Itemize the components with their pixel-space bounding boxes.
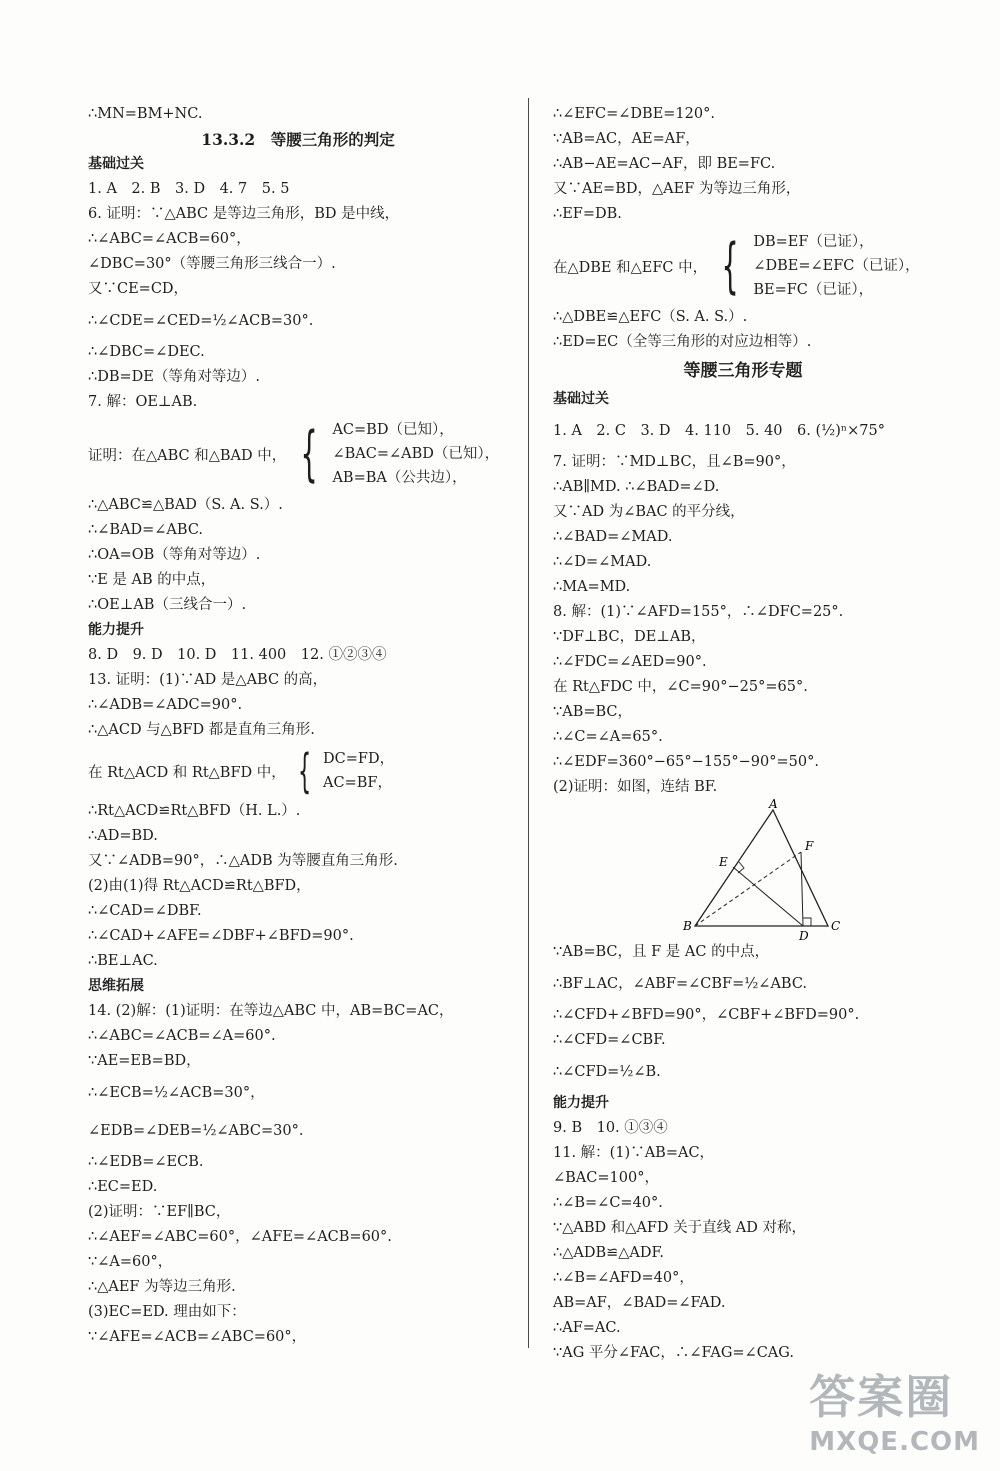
text-line: ∠BAC=100°，: [553, 1170, 659, 1186]
text-line: ∴EF=DB.: [553, 206, 622, 222]
label-e: E: [719, 855, 728, 869]
answer-line: 9. B 10. ①③④: [553, 1120, 668, 1136]
segment-df: [801, 852, 803, 926]
system-lead: 证明：在△ABC 和△BAD 中，: [88, 447, 287, 464]
text-line: ∵AG 平分∠FAC，∴∠FAG=∠CAG.: [553, 1345, 794, 1361]
text-line: ∴∠C=∠A=65°.: [553, 729, 663, 745]
text-line: ∴MN=BM+NC.: [88, 106, 203, 122]
text-line: (2)证明：如图，连结 BF.: [553, 779, 718, 795]
text-line: 又∵CE=CD，: [88, 281, 189, 297]
text-line: ∴△ACD 与△BFD 都是直角三角形.: [88, 722, 315, 738]
text-line: 6. 证明：∵△ABC 是等边三角形，BD 是中线，: [88, 206, 400, 222]
text-line: ∵AB=AC，AE=AF，: [553, 131, 700, 147]
text-line: ∴△AEF 为等边三角形.: [88, 1279, 236, 1295]
text-line: ∴∠FDC=∠AED=90°.: [553, 654, 707, 670]
left-column: [88, 102, 508, 1350]
section-heading: 基础过关: [553, 391, 609, 407]
text-line: (2)由(1)得 Rt△ACD≌Rt△BFD，: [88, 878, 311, 894]
text-line: ∴∠CFD+∠BFD=90°，∠CBF+∠BFD=90°.: [553, 1007, 860, 1023]
text-line: ∴OA=OB（等角对等边）.: [88, 547, 261, 563]
text-line: ∴OE⊥AB（三线合一）.: [88, 597, 247, 613]
text-line: ∴∠EFC=∠DBE=120°.: [553, 106, 715, 122]
text-line: 又∵AE=BD，△AEF 为等边三角形，: [553, 181, 801, 197]
system-lead: 在 Rt△ACD 和 Rt△BFD 中，: [88, 764, 286, 781]
watermark-url: MXQE.COM: [809, 1427, 980, 1457]
text-line: ∠DBC=30°（等腰三角形三线合一）.: [88, 256, 336, 272]
system-row: AC=BF，: [323, 775, 392, 791]
text-line: ∴∠D=∠MAD.: [553, 554, 652, 570]
system-row: DB=EF（已证），: [753, 234, 874, 250]
text-line: ∴∠EDB=∠ECB.: [88, 1154, 204, 1170]
text-line: ∴∠BAD=∠ABC.: [88, 522, 204, 538]
text-line: 又∵∠ADB=90°，∴△ADB 为等腰直角三角形.: [88, 853, 398, 869]
text-line: ∴ED=EC（全等三角形的对应边相等）.: [553, 334, 812, 350]
label-a: A: [769, 797, 778, 811]
text-line: ∵AE=EB=BD，: [88, 1053, 201, 1069]
system-row: ∠BAC=∠ABD（已知），: [332, 446, 500, 462]
text-line: ∴∠CFD=½∠B.: [553, 1064, 661, 1080]
text-line: ∴Rt△ACD≌Rt△BFD（H. L.）.: [88, 803, 301, 819]
answer-line: 1. A 2. C 3. D 4. 110 5. 40 6. (½)ⁿ×75°: [553, 423, 885, 439]
triangle-figure: [683, 797, 843, 943]
text-line: ∴∠ABC=∠ACB=∠A=60°.: [88, 1028, 276, 1044]
text-line: ∴△ADB≌△ADF.: [553, 1245, 664, 1261]
segment-bf-dashed: [695, 852, 801, 926]
section-heading: 能力提升: [553, 1095, 609, 1111]
text-line: ∴AD=BD.: [88, 828, 158, 844]
watermark-logo: 答案圈: [809, 1370, 954, 1424]
brace-icon: {: [297, 744, 311, 798]
text-line: 7. 解：OE⊥AB.: [88, 394, 198, 410]
text-line: ∴∠CDE=∠CED=½∠ACB=30°.: [88, 313, 314, 329]
triangle-abc: [695, 810, 828, 926]
text-line: 7. 证明：∵MD⊥BC，且∠B=90°，: [553, 454, 796, 470]
text-line: 14. (2)解：(1)证明：在等边△ABC 中，AB=BC=AC，: [88, 1003, 454, 1019]
text-line: ∴∠CAD+∠AFE=∠DBF+∠BFD=90°.: [88, 928, 354, 944]
text-line: ∴MA=MD.: [553, 579, 631, 595]
right-angle-d: [803, 918, 811, 926]
text-line: ∴∠AEF=∠ABC=60°，∠AFE=∠ACB=60°.: [88, 1229, 392, 1245]
text-line: ∵DF⊥BC，DE⊥AB，: [553, 629, 706, 645]
system-row: ∠DBE=∠EFC（已证），: [753, 258, 920, 274]
text-line: 13. 证明：(1)∵AD 是△ABC 的高，: [88, 672, 328, 688]
text-line: ∵AB=BC，: [553, 704, 633, 720]
section-title: 等腰三角形专题: [683, 361, 803, 381]
system-row: AB=BA（公共边），: [332, 470, 467, 486]
column-divider: [528, 98, 529, 1348]
text-line: ∴△ABC≌△BAD（S. A. S.）.: [88, 497, 283, 513]
segment-ed: [733, 867, 803, 926]
answer-line: 8. D 9. D 10. D 11. 400 12. ①②③④: [88, 647, 387, 663]
text-line: AB=AF，∠BAD=∠FAD.: [553, 1295, 726, 1311]
system-row: AC=BD（已知），: [332, 422, 454, 438]
text-line: ∴AF=AC.: [553, 1320, 621, 1336]
text-line: ∴△DBE≌△EFC（S. A. S.）.: [553, 309, 748, 325]
label-c: C: [831, 919, 841, 933]
label-b: B: [683, 919, 692, 933]
text-line: ∴∠ECB=½∠ACB=30°，: [88, 1085, 265, 1101]
system-row: DC=FD，: [323, 751, 395, 767]
text-line: ∴∠CAD=∠DBF.: [88, 903, 202, 919]
text-line: 在 Rt△FDC 中，∠C=90°−25°=65°.: [553, 679, 808, 695]
text-line: (2)证明：∵EF∥BC，: [88, 1204, 231, 1220]
section-heading: 基础过关: [88, 156, 144, 172]
text-line: ∴∠DBC=∠DEC.: [88, 344, 205, 360]
text-line: ∵E 是 AB 的中点，: [88, 572, 216, 588]
text-line: 8. 解：(1)∵∠AFD=155°，∴∠DFC=25°.: [553, 604, 844, 620]
text-line: ∵△ABD 和△AFD 关于直线 AD 对称，: [553, 1220, 806, 1236]
text-line: ∠EDB=∠DEB=½∠ABC=30°.: [88, 1123, 304, 1139]
text-line: ∴DB=DE（等角对等边）.: [88, 369, 260, 385]
brace-icon: {: [300, 419, 318, 489]
text-line: ∴∠ABC=∠ACB=60°，: [88, 231, 251, 247]
section-title: 13.3.2 等腰三角形的判定: [201, 130, 395, 149]
label-d: D: [799, 929, 809, 943]
right-column: [553, 102, 933, 1366]
text-line: ∴∠CFD=∠CBF.: [553, 1032, 666, 1048]
brace-icon: {: [721, 231, 739, 301]
text-line: ∴AB∥MD. ∴∠BAD=∠D.: [553, 479, 720, 495]
section-heading: 思维拓展: [88, 978, 144, 994]
label-f: F: [805, 839, 814, 853]
text-line: ∵∠A=60°，: [88, 1254, 173, 1270]
text-line: ∴∠B=∠AFD=40°，: [553, 1270, 694, 1286]
text-line: ∴BF⊥AC，∠ABF=∠CBF=½∠ABC.: [553, 976, 808, 992]
equation-system: [88, 415, 508, 493]
text-line: 11. 解：(1)∵AB=AC，: [553, 1145, 715, 1161]
watermark: [809, 1361, 980, 1457]
system-row: BE=FC（已证），: [753, 282, 874, 298]
text-line: ∴AB−AE=AC−AF，即 BE=FC.: [553, 156, 776, 172]
answer-line: 1. A 2. B 3. D 4. 7 5. 5: [88, 181, 290, 197]
section-heading: 能力提升: [88, 622, 144, 638]
text-line: (3)EC=ED. 理由如下：: [88, 1304, 246, 1320]
text-line: ∴EC=ED.: [88, 1179, 158, 1195]
equation-system: [88, 743, 508, 799]
text-line: ∵∠AFE=∠ACB=∠ABC=60°，: [88, 1329, 307, 1345]
text-line: ∵AB=BC，且 F 是 AC 的中点，: [553, 944, 770, 960]
text-line: ∴BE⊥AC.: [88, 953, 158, 969]
equation-system: [553, 227, 933, 305]
system-lead: 在△DBE 和△EFC 中，: [553, 259, 708, 276]
text-line: ∴∠EDF=360°−65°−155°−90°=50°.: [553, 754, 819, 770]
text-line: ∴∠B=∠C=40°.: [553, 1195, 663, 1211]
text-line: ∴∠ADB=∠ADC=90°.: [88, 697, 243, 713]
text-line: 又∵AD 为∠BAC 的平分线，: [553, 504, 745, 520]
text-line: ∴∠BAD=∠MAD.: [553, 529, 673, 545]
